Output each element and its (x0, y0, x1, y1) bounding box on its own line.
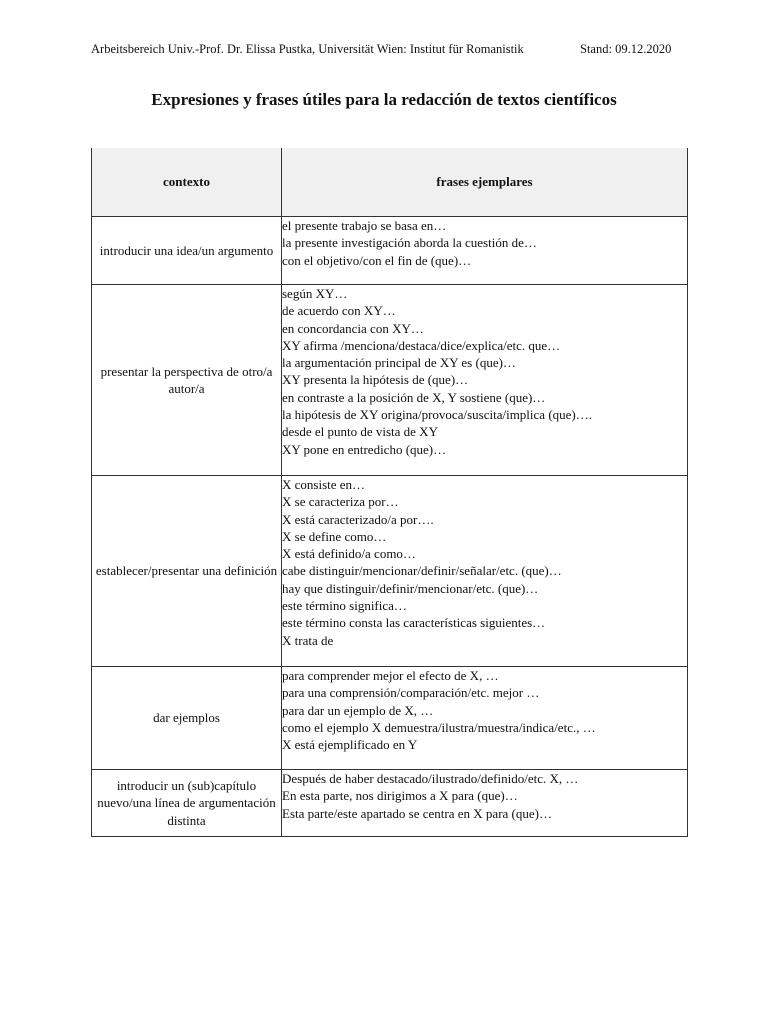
phrase-line: Esta parte/este apartado se centra en X para (que)… (282, 805, 552, 821)
phrase-line: X está definido/a como… (282, 546, 416, 562)
phrase-line: la hipótesis de XY origina/provoca/suscita/implica (que)…. (282, 407, 592, 423)
phrases-cell (282, 217, 688, 285)
phrase-line: en concordancia con XY… (282, 320, 424, 336)
phrases-cell (282, 667, 688, 770)
phrase-line: desde el punto de vista de XY (282, 424, 438, 440)
phrases-cell (282, 476, 688, 667)
phrase-line: con el objetivo/con el fin de (que)… (282, 252, 472, 268)
context-cell: establecer/presentar una definición (92, 476, 282, 667)
phrase-line: este término consta las características siguientes… (282, 615, 546, 631)
phrase-line: X se caracteriza por… (282, 494, 399, 510)
phrase-line: En esta parte, nos dirigimos a X para (que)… (282, 788, 518, 804)
document-title: Expresiones y frases útiles para la redacción de textos científicos (151, 90, 617, 109)
phrase-line: para dar un ejemplo de X, … (282, 702, 434, 718)
phrases-table (91, 148, 688, 837)
column-header-context: contexto (92, 148, 282, 217)
phrase-line: XY afirma /menciona/destaca/dice/explica/etc. que… (282, 337, 561, 353)
context-cell: dar ejemplos (92, 667, 282, 770)
phrase-line: como el ejemplo X demuestra/ilustra/muestra/indica/etc., … (282, 719, 596, 735)
phrase-line: XY pone en entredicho (que)… (282, 441, 447, 457)
phrase-line: cabe distinguir/mencionar/definir/señalar/etc. (que)… (282, 563, 562, 579)
phrase-line: el presente trabajo se basa en… (282, 218, 447, 233)
phrase-line: para una comprensión/comparación/etc. mejor … (282, 685, 540, 701)
phrase-line: X está caracterizado/a por…. (282, 511, 434, 527)
phrase-line: la argumentación principal de XY es (que)… (282, 355, 516, 371)
phrase-line: hay que distinguir/definir/mencionar/etc. (que)… (282, 580, 539, 596)
table-row (92, 285, 688, 476)
context-cell: introducir un (sub)capítulo nuevo/una línea de argumentación distinta (92, 770, 282, 837)
phrase-line: Después de haber destacado/ilustrado/definido/etc. X, … (282, 771, 579, 786)
phrase-line: X consiste en… (282, 477, 366, 492)
phrase-line: según XY… (282, 286, 348, 301)
table-body (92, 217, 688, 837)
header-affiliation: Arbeitsbereich Univ.-Prof. Dr. Elissa Pustka, Universität Wien: Institut für Romanistik (91, 42, 524, 56)
phrase-line: X está ejemplificado en Y (282, 737, 418, 753)
table-row (92, 770, 688, 837)
phrase-line: X se define como… (282, 528, 387, 544)
phrase-line: este término significa… (282, 598, 407, 614)
phrases-cell (282, 285, 688, 476)
phrase-line: XY presenta la hipótesis de (que)… (282, 372, 469, 388)
phrase-line: X trata de (282, 632, 334, 648)
header-date: Stand: 09.12.2020 (580, 42, 672, 56)
phrases-cell (282, 770, 688, 837)
phrase-line: de acuerdo con XY… (282, 303, 396, 319)
column-header-phrases: frases ejemplares (282, 148, 688, 217)
table-row (92, 476, 688, 667)
context-cell: introducir una idea/un argumento (92, 217, 282, 285)
phrase-line: en contraste a la posición de X, Y sostiene (que)… (282, 389, 546, 405)
table-header-row (92, 148, 688, 217)
phrase-line: para comprender mejor el efecto de X, … (282, 668, 499, 683)
table-row (92, 667, 688, 770)
phrase-line: la presente investigación aborda la cuestión de… (282, 235, 537, 251)
context-cell: presentar la perspectiva de otro/a autor/a (92, 285, 282, 476)
table-row (92, 217, 688, 285)
